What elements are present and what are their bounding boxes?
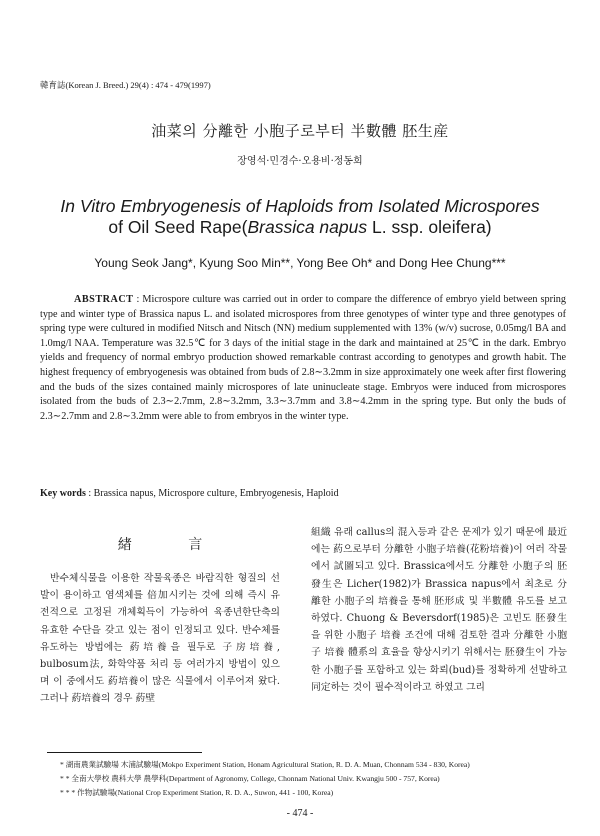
footnote-3: * * * 作物試驗場(National Crop Experiment Station, R. D. A., Suwon, 441 - 100, Korea) — [60, 788, 334, 797]
intro-right-column — [311, 524, 567, 696]
english-title — [40, 196, 560, 238]
section-heading: 緖 言 — [117, 537, 229, 553]
footnote-divider — [47, 752, 202, 753]
species-name: Brassica napus — [247, 217, 368, 237]
abstract-body — [40, 293, 566, 424]
english-title-line1: In Vitro Embryogenesis of Haploids from Isolated Microspores — [60, 196, 540, 216]
intro-left-column — [40, 534, 280, 708]
keywords-text: : Brassica napus, Microspore culture, Embryogenesis, Haploid — [85, 488, 339, 499]
abstract-text: : Microspore culture was carried out in order to compare the difference of embryo yield between spring type and winter type of Brassica napus L. and isolated microspores from three genotypes of winter type and three genotypes of spring type were cultured in modified Nitsch and Nitsch (NN) medium supplemented with 13% (w/v) sucrose, 0.05mg/l BA and 1.0mg/l NAA. Temperature was 32.5℃ for 3 days of the initial stage in the dark and maintained at 25℃ in the dark. Embryo yields and frequency of normal embryo production showed remarkable contrast according to genotypes and growth habit. The highest frequency of embryogenesis was obtained from buds of 2.8∼3.2mm in size approximately one week after first flowering and the buds of the sizes contained mainly microspores of late uninucleate stage. Embryos were induced from microspores isolated from the buds of 2.3∼2.7mm, 2.8∼3.2mm, 3.3∼3.7mm and 3.8∼4.2mm in the spring type. But only the buds of 2.3∼2.7mm and 2.8∼3.2mm were able to from embryos in the winter type. — [40, 294, 566, 422]
english-authors: Young Seok Jang*, Kyung Soo Min**, Yong Bee Oh* and Dong Hee Chung*** — [94, 256, 506, 270]
korean-title: 油菜의 分離한 小胞子로부터 半數體 胚生産 — [151, 122, 449, 140]
korean-authors: 장영석·민경수·오용비·정동희 — [237, 156, 363, 167]
footnote-1: * 湖南農業試驗場 木浦試驗場(Mokpo Experiment Station, Honam Agricultural Station, R. D. A. Muan, Chonnam 534 - 830, Korea) — [60, 760, 470, 769]
keywords — [40, 488, 566, 499]
intro-right-text: 組織 유래 callus의 混入등과 같은 문제가 있기 때문에 最近에는 葯으로부터 分離한 小胞子培養(花粉培養)이 여러 작물에서 試圖되고 있다. Brassica에서도 分離한 小胞子의 胚發生은 Licher(1982)가 Brassica napus에서 최초로 分離한 小胞子의 培養을 통해 胚形成 및 半數體 유도를 보고하였다. Chuong & Beversdorf(1985)은 고빈도 胚發生을 위한 小胞子 培養 조건에 대해 검토한 결과 分離한 小胞子 培養 體系의 효율을 향상시키기 위해서는 胚發生이 가능한 小胞子를 포함하고 있는 화뢰(bud)를 정확하게 선발하고 同定하는 것이 필수적이라고 하였고 그리 — [311, 527, 567, 693]
journal-citation: 韓育誌(Korean J. Breed.) 29(4) : 474 - 479(1997) — [40, 80, 211, 90]
intro-left-text: 반수체식물을 이용한 작물육종은 바람직한 형질의 선발이 용이하고 염색체를 倍加시키는 것에 의해 즉시 유전적으로 고정된 개체획득이 가능하여 육종년한단축의 유효한 수단을 갖고 있는 점이 인정되고 있다. 반수체를 유도하는 방법에는 葯培養을 필두로 子房培養, bulbosum法, 화학약품 처리 등 여러가지 방법이 있으며 이 중에서도 葯培養이 많은 식물에서 이루어져 왔다. 그러나 葯培養의 경우 葯壁 — [40, 573, 280, 705]
keywords-label: Key words — [40, 488, 86, 499]
page-number: - 474 - — [286, 808, 314, 819]
footnote-2: * * 全南大學校 農科大學 農學科(Department of Agronomy, College, Chonnam National Univ. Kwangju 500 - 757, Korea) — [60, 774, 440, 783]
abstract — [40, 293, 566, 424]
footnotes — [60, 758, 570, 800]
abstract-label: ABSTRACT — [74, 294, 134, 305]
english-title-line2: of Oil Seed Rape(Brassica napus L. ssp. oleifera) — [108, 217, 492, 237]
